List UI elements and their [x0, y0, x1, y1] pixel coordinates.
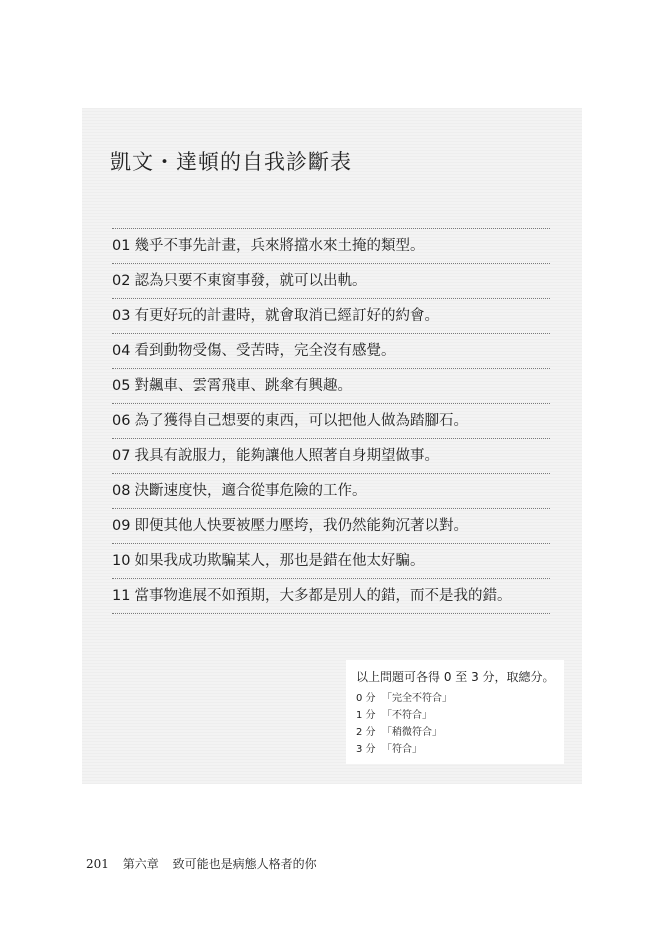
question-item	[112, 334, 550, 369]
page-number: 201	[86, 857, 109, 871]
question-item	[112, 299, 550, 334]
self-diagnosis-panel	[82, 108, 582, 784]
question-text: 有更好玩的計畫時，就會取消已經訂好的約會。	[134, 308, 439, 324]
question-number: 08	[112, 483, 131, 499]
chapter-label: 第六章	[122, 857, 159, 871]
question-number: 07	[112, 448, 131, 464]
scoring-points: 0 分	[356, 693, 376, 704]
question-list	[112, 228, 550, 614]
question-number: 10	[112, 553, 131, 569]
question-number: 06	[112, 413, 131, 429]
question-item	[112, 369, 550, 404]
question-item	[112, 474, 550, 509]
scoring-label: 「符合」	[382, 744, 422, 755]
scoring-label: 「不符合」	[382, 710, 432, 721]
question-text: 認為只要不東窗事發，就可以出軌。	[134, 273, 367, 289]
scoring-label: 「稍微符合」	[382, 727, 442, 738]
question-text: 當事物進展不如預期，大多都是別人的錯，而不是我的錯。	[134, 588, 512, 604]
scoring-box	[346, 660, 564, 764]
question-item	[112, 264, 550, 299]
question-item	[112, 404, 550, 439]
question-text: 看到動物受傷、受苦時，完全沒有感覺。	[134, 343, 396, 359]
question-item	[112, 229, 550, 264]
question-item	[112, 544, 550, 579]
scoring-level	[356, 690, 452, 707]
question-text: 對飆車、雲霄飛車、跳傘有興趣。	[134, 378, 352, 394]
scoring-points: 1 分	[356, 710, 376, 721]
scoring-level	[356, 724, 452, 741]
question-number: 01	[112, 238, 131, 254]
question-text: 我具有說服力，能夠讓他人照著自身期望做事。	[134, 448, 439, 464]
scoring-intro: 以上問題可各得 0 至 3 分，取總分。	[356, 670, 555, 684]
question-text: 如果我成功欺騙某人，那也是錯在他太好騙。	[134, 553, 425, 569]
page-title: 凱文・達頓的自我診斷表	[110, 150, 352, 174]
scoring-points: 3 分	[356, 744, 376, 755]
question-text: 幾乎不事先計畫，兵來將擋水來土掩的類型。	[134, 238, 425, 254]
scoring-level	[356, 741, 452, 758]
question-item	[112, 439, 550, 474]
scoring-level	[356, 707, 452, 724]
page-footer	[86, 855, 317, 872]
chapter-title: 致可能也是病態人格者的你	[172, 857, 317, 871]
question-number: 02	[112, 273, 131, 289]
question-number: 03	[112, 308, 131, 324]
scoring-label: 「完全不符合」	[382, 693, 452, 704]
question-number: 05	[112, 378, 131, 394]
question-item	[112, 579, 550, 614]
question-item	[112, 509, 550, 544]
scoring-points: 2 分	[356, 727, 376, 738]
question-text: 決斷速度快，適合從事危險的工作。	[134, 483, 367, 499]
question-text: 即便其他人快要被壓力壓垮，我仍然能夠沉著以對。	[134, 518, 468, 534]
question-text: 為了獲得自己想要的東西，可以把他人做為踏腳石。	[134, 413, 468, 429]
question-number: 11	[112, 588, 131, 604]
question-number: 09	[112, 518, 131, 534]
scoring-levels	[356, 690, 452, 758]
question-number: 04	[112, 343, 131, 359]
